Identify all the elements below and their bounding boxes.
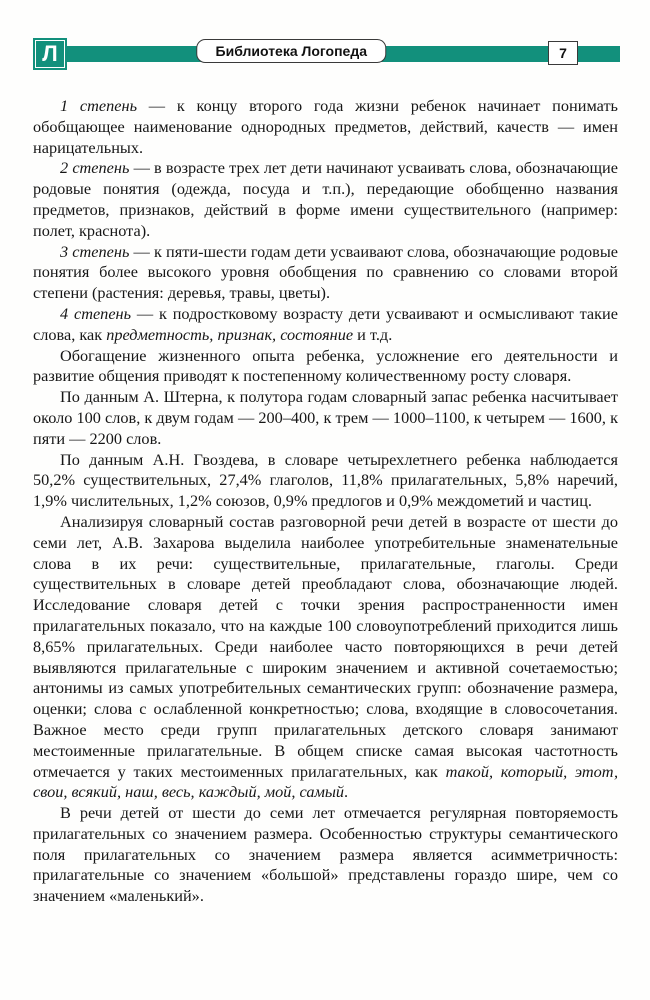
paragraph-6: [33, 387, 618, 449]
paragraph-6-text: По данным А. Штерна, к полутора годам словарный запас ребенка насчитывает около 100 слов, к двум годам — 200–400, к трем — 1000–1100, к четырем — 1600, к пяти — 2200 слов.: [33, 387, 618, 448]
paragraph-2-lead: 2 степень: [60, 158, 130, 178]
paragraph-9: [33, 803, 618, 907]
paragraph-7-text: По данным А.Н. Гвоздева, в словаре четырехлетнего ребенка наблюдается 50,2% существительных, 27,4% глаголов, 11,8% прилагательных, 5,8% наречий, 1,9% числительных, 1,2% союзов, 0,9% предлогов и 0,9% междометий и частиц.: [33, 449, 618, 511]
page-number: 7: [559, 45, 567, 61]
paragraph-3: [33, 242, 618, 304]
paragraph-9-text: В речи детей от шести до семи лет отмечается регулярная повторяемость прилагательных со значением размера. Особенностью структуры семантического поля прилагательных со значением размера является асимметричность: прилагательные со значением «большой» представлены гораздо шире, чем со значением «маленький».: [33, 803, 618, 906]
paragraph-4-lead: 4 степень: [60, 303, 132, 323]
page-number-box: [548, 41, 578, 65]
paragraph-7: [33, 450, 618, 512]
series-title-box: [197, 39, 386, 63]
page-content: [33, 96, 618, 907]
paragraph-4-emphasis: предметность, признак, состояние: [106, 324, 354, 344]
paragraph-2: [33, 158, 618, 241]
publisher-logo-letter: Л: [42, 41, 58, 66]
paragraph-8: [33, 512, 618, 803]
paragraph-1: [33, 96, 618, 158]
page-header: [33, 38, 620, 70]
paragraph-4: [33, 304, 618, 346]
publisher-logo: [33, 38, 67, 70]
series-title: Библиотека Логопеда: [215, 43, 368, 59]
paragraph-8-text: Анализируя словарный состав разговорной речи детей в возрасте от шести до семи лет, А.В. Захарова выделила наиболее употребительные знаменательные слова в их речи: существительные, прилагательные, глаголы. Среди существительных в словаре детей преобладают слова, обозначающие людей. Исследование словаря детей с точки зрения распространенности имен прилагательных показало, что на каждые 100 словоупотреблений приходится лишь 8,65% прилагательных. Среди наиболее часто повторяющихся в речи детей выявляются прилагательные с широким значением и активной сочетаемостью; антонимы из самых употребительных семантических групп: обозначение размера, оценки; слова с ослабленной конкретностью; слова, входящие в словосочетания. Важное место среди групп прилагательных детского словаря занимают местоименные прилагательные. В общем списке самая высокая частотность отмечается у таких местоименных прилагательных, как: [33, 511, 618, 781]
paragraph-4-tail: и т.д.: [353, 324, 393, 344]
paragraph-5: [33, 346, 618, 388]
paragraph-1-text: — к концу второго года жизни ребенок начинает понимать обобщающее наименование однородных предметов, действий, качеств — имен нарицательных.: [33, 96, 618, 157]
paragraph-1-lead: 1 степень: [60, 96, 137, 115]
paragraph-3-text: — к пяти-шести годам дети усваивают слова, обозначающие родовые понятия более высокого уровня обобщения по сравнению со словами второй степени (растения: деревья, травы, цветы).: [33, 241, 619, 303]
paragraph-5-text: Обогащение жизненного опыта ребенка, усложнение его деятельности и развитие общения приводят к постепенному количественному росту словаря.: [33, 345, 618, 386]
paragraph-4-text: — к подростковому возрасту дети усваивают и осмысливают такие слова, как: [33, 303, 618, 344]
paragraph-2-text: — в возрасте трех лет дети начинают усваивать слова, обозначающие родовые понятия (одежда, посуда и т.п.), передающие обобщенно названия предметов, признаков, действий в форме имени существительного (например: полет, краснота).: [33, 158, 618, 240]
paragraph-8-emphasis: такой, который, этот, свои, всякий, наш, весь, каждый, мой, самый: [33, 761, 619, 802]
paragraph-3-lead: 3 степень: [60, 241, 130, 261]
paragraph-8-tail: .: [344, 782, 349, 802]
